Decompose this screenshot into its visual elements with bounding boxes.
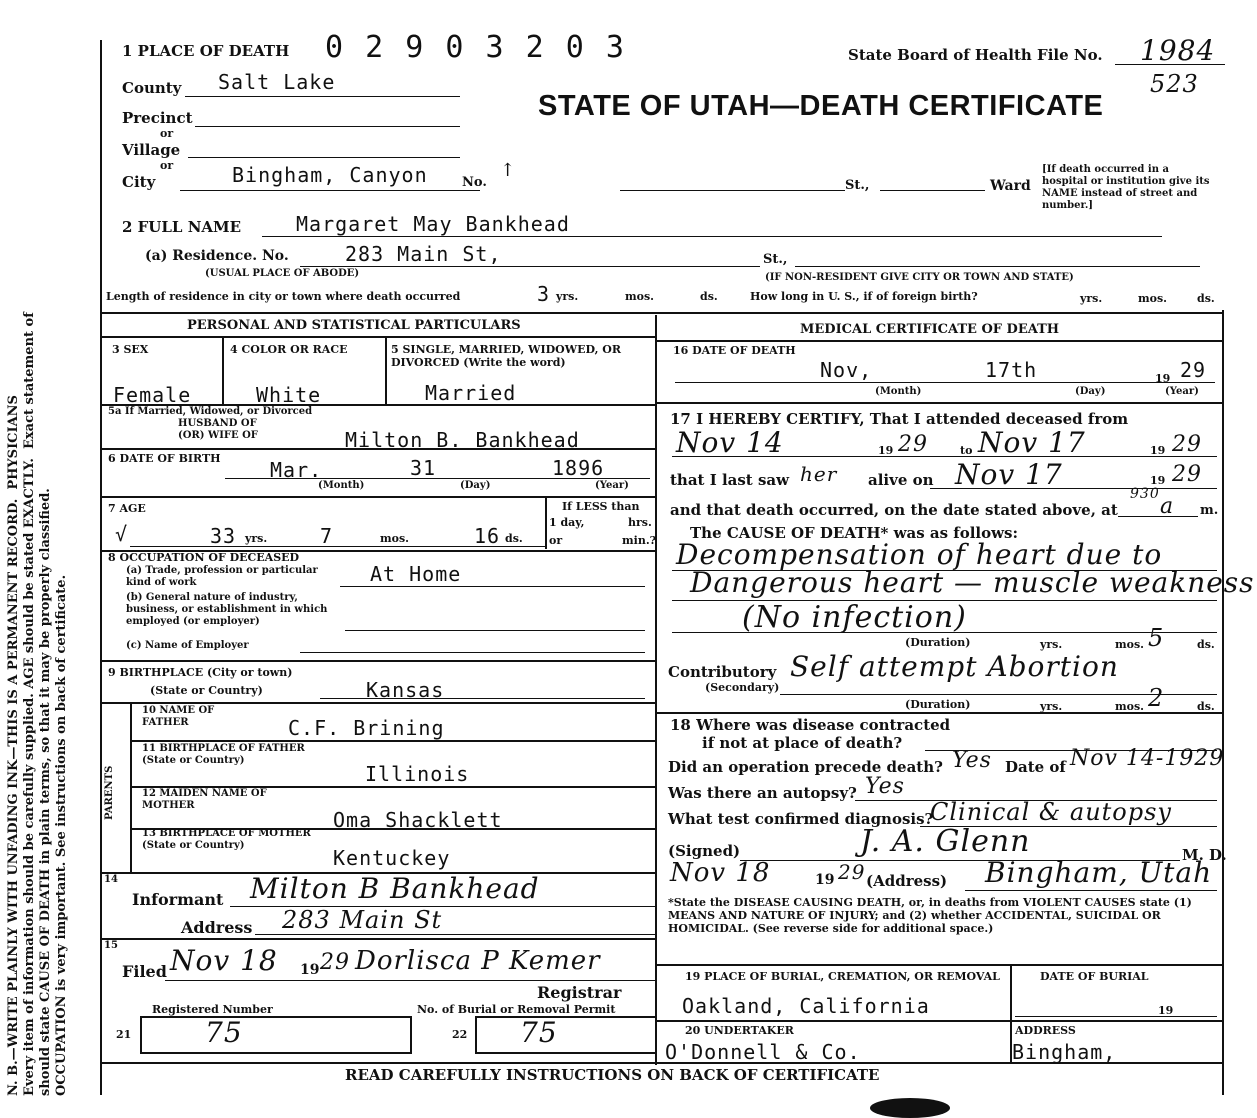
death-date-line bbox=[675, 382, 1215, 383]
filed-label: Filed bbox=[122, 962, 167, 981]
employer-line bbox=[300, 652, 645, 653]
death-occurred-label: and that death occurred, on the date stated above, at bbox=[670, 501, 1118, 519]
color-label: 4 COLOR OR RACE bbox=[230, 343, 348, 356]
less-than-hrs: hrs. bbox=[628, 516, 652, 529]
us-yrs-label: yrs. bbox=[1080, 292, 1103, 305]
dob-year: 1896 bbox=[552, 456, 605, 480]
mother-birthplace-value: Kentuckey bbox=[333, 846, 451, 870]
filed-year: 29 bbox=[320, 950, 350, 975]
city-label: City bbox=[122, 173, 156, 191]
duration-label: (Duration) bbox=[905, 636, 971, 649]
residence-label: (a) Residence. No. bbox=[145, 248, 289, 264]
parents-label: PARENTS bbox=[104, 765, 115, 820]
duration-2-mos-label: mos. bbox=[1115, 700, 1144, 713]
filed-date: Nov 18 bbox=[170, 944, 278, 977]
duration-2-label: (Duration) bbox=[905, 698, 971, 711]
footer-instructions: READ CAREFULLY INSTRUCTIONS ON BACK OF CERTIFICATE bbox=[345, 1066, 880, 1084]
age-ds-label: ds. bbox=[505, 532, 523, 545]
duration-yrs-label: yrs. bbox=[1040, 638, 1063, 651]
informant-number: 14 bbox=[104, 874, 118, 885]
death-day-label: (Day) bbox=[1075, 386, 1106, 397]
physician-signature: J. A. Glenn bbox=[860, 824, 1031, 859]
burial-permit-label: No. of Burial or Removal Permit bbox=[417, 1003, 616, 1016]
registrar-label: Registrar bbox=[537, 983, 622, 1002]
death-month-label: (Month) bbox=[875, 386, 922, 397]
attended-from-year: 29 bbox=[898, 432, 928, 457]
signed-year: 29 bbox=[838, 860, 866, 884]
precinct-label: Precinct bbox=[122, 109, 193, 127]
death-year: 29 bbox=[1180, 358, 1207, 382]
father-birthplace-value: Illinois bbox=[365, 762, 470, 786]
physician-address: Bingham, Utah bbox=[985, 856, 1213, 889]
death-year-prefix: 19 bbox=[1155, 372, 1171, 385]
us-mos-label: mos. bbox=[1138, 292, 1167, 305]
registered-number-box bbox=[140, 1016, 412, 1054]
birthplace-line bbox=[320, 698, 645, 699]
test-answer: Clinical & autopsy bbox=[930, 798, 1172, 826]
informant-label: Informant bbox=[132, 890, 224, 909]
age-days: 16 bbox=[474, 524, 501, 548]
or-2: or bbox=[160, 159, 174, 172]
father-birthplace-label: 11 BIRTHPLACE OF FATHER (State or Country) bbox=[142, 743, 305, 766]
signed-date: Nov 18 bbox=[670, 858, 771, 888]
alive-on-year: 29 bbox=[1172, 462, 1202, 487]
burial-date-line bbox=[1015, 1016, 1217, 1017]
burial-place-label: 19 PLACE OF BURIAL, CREMATION, OR REMOVAL bbox=[685, 970, 1000, 983]
duration-mos-label: mos. bbox=[1115, 638, 1144, 651]
marital-value: Married bbox=[425, 381, 517, 405]
cause-line-3: (No infection) bbox=[742, 600, 967, 635]
certificate-title: STATE OF UTAH—DEATH CERTIFICATE bbox=[538, 90, 1104, 122]
city-line bbox=[180, 190, 480, 191]
attended-to-label: to bbox=[960, 444, 973, 457]
file-number: 1984 bbox=[1140, 34, 1216, 67]
side-notice-line2b: Exact statement of bbox=[22, 312, 37, 449]
ward-label: Ward bbox=[990, 178, 1031, 194]
test-label: What test confirmed diagnosis? bbox=[668, 810, 934, 828]
burial-permit-box bbox=[475, 1016, 657, 1054]
file-sub-number: 523 bbox=[1150, 70, 1199, 98]
side-notice-line1: N. B.—WRITE PLAINLY WITH UNFADING INK—THIS IS A PERMANENT RECORD. bbox=[6, 498, 21, 1096]
undertaker-address-label: ADDRESS bbox=[1015, 1024, 1076, 1037]
physician-address-label: (Address) bbox=[866, 872, 948, 890]
personal-header-line bbox=[100, 336, 655, 338]
length-ds-label: ds. bbox=[700, 290, 718, 303]
age-less-divider bbox=[545, 497, 547, 549]
burial-permit-value: 75 bbox=[520, 1016, 558, 1049]
residence-value: 283 Main St, bbox=[345, 242, 502, 266]
registered-number-value: 75 bbox=[205, 1016, 243, 1049]
full-name-line bbox=[262, 236, 1162, 237]
frame-right bbox=[1222, 310, 1224, 1095]
spouse-bottom-line bbox=[100, 448, 655, 450]
sex-color-divider bbox=[222, 338, 224, 404]
contributory-cause: Self attempt Abortion bbox=[790, 650, 1119, 683]
length-yrs-label: yrs. bbox=[556, 290, 579, 303]
spouse-label-b: HUSBAND OF bbox=[178, 418, 257, 429]
occupation-c-label: (c) Name of Employer bbox=[126, 640, 249, 651]
alive-on-label: alive on bbox=[868, 471, 934, 489]
alive-on-date: Nov 17 bbox=[955, 458, 1063, 491]
secondary-label: (Secondary) bbox=[705, 681, 780, 694]
attended-to-date: Nov 17 bbox=[978, 426, 1086, 459]
occupation-line bbox=[340, 586, 645, 587]
operation-date: Nov 14-1929 bbox=[1070, 746, 1225, 771]
where-contracted-label-2: if not at place of death? bbox=[702, 734, 903, 752]
ink-blot bbox=[870, 1098, 950, 1118]
dob-month-label: (Month) bbox=[318, 480, 365, 491]
how-long-label: How long in U. S., if of foreign birth? bbox=[750, 290, 978, 303]
mother-birthplace-label: 13 BIRTHPLACE OF MOTHER (State or Country) bbox=[142, 828, 311, 851]
stamp-number: 0 2 9 0 3 2 0 3 bbox=[325, 30, 626, 65]
attended-to-19: 19 bbox=[1150, 444, 1166, 457]
date-of-death-label: 16 DATE OF DEATH bbox=[673, 344, 796, 357]
certify-text: 17 I HEREBY CERTIFY, That I attended deceased from bbox=[670, 410, 1129, 428]
birthplace-bottom-line bbox=[100, 702, 655, 704]
less-than-1day: 1 day, bbox=[549, 516, 585, 529]
ward-note: [If death occurred in a hospital or institution give its NAME instead of street and number.] bbox=[1042, 164, 1210, 211]
undertaker-label: 20 UNDERTAKER bbox=[685, 1024, 794, 1037]
duration-2-months: 2 bbox=[1148, 684, 1165, 712]
last-saw-label: that I last saw bbox=[670, 471, 790, 489]
informant-signature: Milton B Bankhead bbox=[250, 872, 540, 905]
city-no-label: No. bbox=[462, 175, 487, 190]
dob-line bbox=[225, 478, 650, 479]
village-label: Village bbox=[122, 141, 181, 159]
age-line bbox=[130, 546, 545, 547]
death-time-line bbox=[1118, 516, 1198, 517]
dob-year-label: (Year) bbox=[595, 480, 629, 491]
length-of-residence-label: Length of residence in city or town where death occurred bbox=[106, 290, 461, 303]
occupation-b-label: (b) General nature of industry, business, or establishment in which employed (or employer) bbox=[126, 592, 328, 627]
autopsy-answer: Yes bbox=[865, 774, 905, 799]
mother-label: 12 MAIDEN NAME OF MOTHER bbox=[142, 788, 267, 811]
length-mos-label: mos. bbox=[625, 290, 654, 303]
alive-on-line bbox=[930, 488, 1217, 489]
cause-footnote: *State the DISEASE CAUSING DEATH, or, in deaths from VIOLENT CAUSES state (1) MEANS AND NATURE OF INJURY; and (2) whether ACCIDENTAL, SUICIDAL OR HOMICIDAL. (See reverse side for additional space.) bbox=[668, 896, 1192, 935]
cause-rule-3 bbox=[672, 632, 1217, 633]
length-of-residence-years: 3 bbox=[537, 282, 551, 306]
less-than-min: min.? bbox=[622, 534, 657, 547]
contributory-bottom-line bbox=[655, 712, 1224, 714]
death-year-label: (Year) bbox=[1165, 386, 1199, 397]
informant-address: 283 Main St bbox=[282, 906, 443, 934]
sex-value: Female bbox=[113, 383, 192, 407]
attended-to-year: 29 bbox=[1172, 432, 1202, 457]
spouse-label-c: (OR) WIFE OF bbox=[178, 430, 258, 441]
marital-label: 5 SINGLE, MARRIED, WIDOWED, OR DIVORCED (Write the word) bbox=[391, 343, 622, 369]
side-notice-line1b: PHYSICIANS bbox=[6, 395, 21, 490]
sex-label: 3 SEX bbox=[112, 343, 149, 356]
burial-date-label: DATE OF BURIAL bbox=[1040, 970, 1149, 983]
color-marital-divider bbox=[385, 338, 387, 404]
signed-19: 19 bbox=[815, 872, 835, 888]
side-notice-line3: should state CAUSE OF DEATH in plain terms, so that it may be properly classified. bbox=[38, 488, 53, 1096]
usual-abode-label: (USUAL PLACE OF ABODE) bbox=[205, 268, 360, 279]
street-label: St., bbox=[845, 178, 870, 193]
signed-label: (Signed) bbox=[668, 842, 741, 860]
father-line bbox=[132, 740, 655, 742]
physician-address-line bbox=[965, 890, 1217, 891]
county-label: County bbox=[122, 79, 182, 97]
occupation-value: At Home bbox=[370, 562, 462, 586]
contributory-label: Contributory bbox=[668, 663, 777, 681]
registered-number-label: Registered Number bbox=[152, 1003, 273, 1016]
frame-left bbox=[100, 40, 102, 1095]
side-notice-line2: Every item of information should be carefully supplied. AGE should be stated EXACTLY. bbox=[22, 458, 37, 1096]
place-of-death-label: 1 PLACE OF DEATH bbox=[122, 42, 290, 60]
county-value: Salt Lake bbox=[218, 70, 336, 94]
md-label: M. D. bbox=[1182, 846, 1227, 864]
informant-bottom-line bbox=[100, 938, 655, 940]
burial-place-value: Oakland, California bbox=[682, 994, 930, 1018]
cause-label: The CAUSE OF DEATH* was as follows: bbox=[690, 524, 1019, 542]
frame-top-divider bbox=[100, 312, 1224, 314]
occupation-a-label: (a) Trade, profession or particular kind of work bbox=[126, 565, 318, 588]
date-of-death-bottom-line bbox=[655, 402, 1224, 404]
city-no-mark: ↑ bbox=[500, 160, 517, 181]
undertaker-value: O'Donnell & Co. bbox=[665, 1040, 861, 1064]
less-than-or: or bbox=[549, 534, 563, 547]
duration-months: 5 bbox=[1148, 624, 1165, 652]
filed-line bbox=[165, 980, 655, 981]
cause-line-2: Dangerous heart — muscle weakness bbox=[690, 566, 1255, 599]
cause-line-1: Decompensation of heart due to bbox=[676, 538, 1163, 571]
medical-section-header: MEDICAL CERTIFICATE OF DEATH bbox=[800, 322, 1060, 337]
filed-19: 19 bbox=[300, 962, 320, 978]
birthplace-value: Kansas bbox=[366, 678, 445, 702]
county-line bbox=[185, 96, 460, 97]
informant-address-line bbox=[255, 934, 655, 935]
reg-box-number: 21 bbox=[116, 1028, 132, 1041]
age-check-mark: √ bbox=[115, 522, 129, 546]
full-name-value: Margaret May Bankhead bbox=[296, 212, 570, 236]
dob-day: 31 bbox=[410, 456, 437, 480]
full-name-label: 2 FULL NAME bbox=[122, 218, 242, 236]
registrar-signature: Dorlisca P Kemer bbox=[355, 946, 601, 976]
dob-day-label: (Day) bbox=[460, 480, 491, 491]
father-value: C.F. Brining bbox=[288, 716, 445, 740]
alive-on-19: 19 bbox=[1150, 474, 1166, 487]
file-number-line bbox=[1115, 64, 1225, 65]
age-yrs-label: yrs. bbox=[245, 532, 268, 545]
street-line bbox=[620, 190, 845, 191]
death-time: 930 bbox=[1130, 486, 1160, 502]
duration-ds-label: ds. bbox=[1197, 638, 1215, 651]
age-label: 7 AGE bbox=[108, 502, 146, 515]
less-than-label: If LESS than bbox=[562, 500, 640, 513]
duration-2-yrs-label: yrs. bbox=[1040, 700, 1063, 713]
side-notice-line4: OCCUPATION is very important. See instructions on back of certificate. bbox=[54, 574, 69, 1096]
age-months: 7 bbox=[320, 524, 334, 548]
attended-from-19: 19 bbox=[878, 444, 894, 457]
precinct-line bbox=[195, 126, 460, 127]
industry-line bbox=[345, 630, 645, 631]
nonresident-note: (IF NON-RESIDENT GIVE CITY OR TOWN AND STATE) bbox=[765, 272, 1074, 283]
or-1: or bbox=[160, 127, 174, 140]
filed-number: 15 bbox=[104, 940, 118, 951]
death-time-ampm: a bbox=[1160, 494, 1175, 519]
color-value: White bbox=[256, 383, 322, 407]
age-mos-label: mos. bbox=[380, 532, 409, 545]
dob-month: Mar. bbox=[270, 458, 323, 482]
side-notice bbox=[6, 312, 70, 1096]
village-line bbox=[188, 157, 460, 158]
age-years: 33 bbox=[210, 524, 237, 548]
death-time-m: m. bbox=[1200, 503, 1219, 518]
dob-bottom-line bbox=[100, 496, 655, 498]
informant-address-label: Address bbox=[181, 918, 253, 937]
where-contracted-label: 18 Where was disease contracted bbox=[670, 716, 951, 734]
mother-value: Oma Shacklett bbox=[333, 808, 503, 832]
undertaker-address-value: Bingham, bbox=[1012, 1040, 1117, 1064]
operation-answer: Yes bbox=[952, 748, 992, 773]
medical-header-line bbox=[655, 340, 1224, 342]
spouse-label-a: 5a If Married, Widowed, or Divorced bbox=[108, 406, 313, 417]
operation-date-label: Date of bbox=[1005, 758, 1066, 776]
birthplace-sub-label: (State or Country) bbox=[150, 684, 263, 697]
death-day: 17th bbox=[985, 358, 1038, 382]
spouse-value: Milton B. Bankhead bbox=[345, 428, 580, 452]
ward-line bbox=[880, 190, 985, 191]
birthplace-label: 9 BIRTHPLACE (City or town) bbox=[108, 666, 293, 679]
file-number-label: State Board of Health File No. bbox=[848, 46, 1103, 64]
duration-2-ds-label: ds. bbox=[1197, 700, 1215, 713]
operation-label: Did an operation precede death? bbox=[668, 758, 943, 776]
us-ds-label: ds. bbox=[1197, 292, 1215, 305]
burial-date-19: 19 bbox=[1158, 1004, 1174, 1017]
residence-city-line bbox=[795, 266, 1200, 267]
death-month: Nov, bbox=[820, 358, 873, 382]
last-saw-pronoun: her bbox=[800, 462, 838, 486]
burial-box-number: 22 bbox=[452, 1028, 468, 1041]
residence-st-label: St., bbox=[763, 252, 788, 267]
residence-line bbox=[300, 266, 760, 267]
dob-label: 6 DATE OF BIRTH bbox=[108, 452, 221, 465]
footnote-bottom-line bbox=[655, 964, 1224, 966]
center-divider bbox=[655, 315, 657, 1065]
autopsy-label: Was there an autopsy? bbox=[668, 784, 857, 802]
occupation-label: 8 OCCUPATION OF DECEASED bbox=[108, 551, 300, 564]
burial-bottom-line bbox=[655, 1020, 1224, 1022]
personal-section-header: PERSONAL AND STATISTICAL PARTICULARS bbox=[187, 318, 521, 333]
attended-line bbox=[672, 456, 1217, 457]
attended-from-date: Nov 14 bbox=[676, 426, 784, 459]
occupation-bottom-line bbox=[100, 660, 655, 662]
city-value: Bingham, Canyon bbox=[232, 163, 428, 187]
father-label: 10 NAME OF FATHER bbox=[142, 705, 215, 728]
